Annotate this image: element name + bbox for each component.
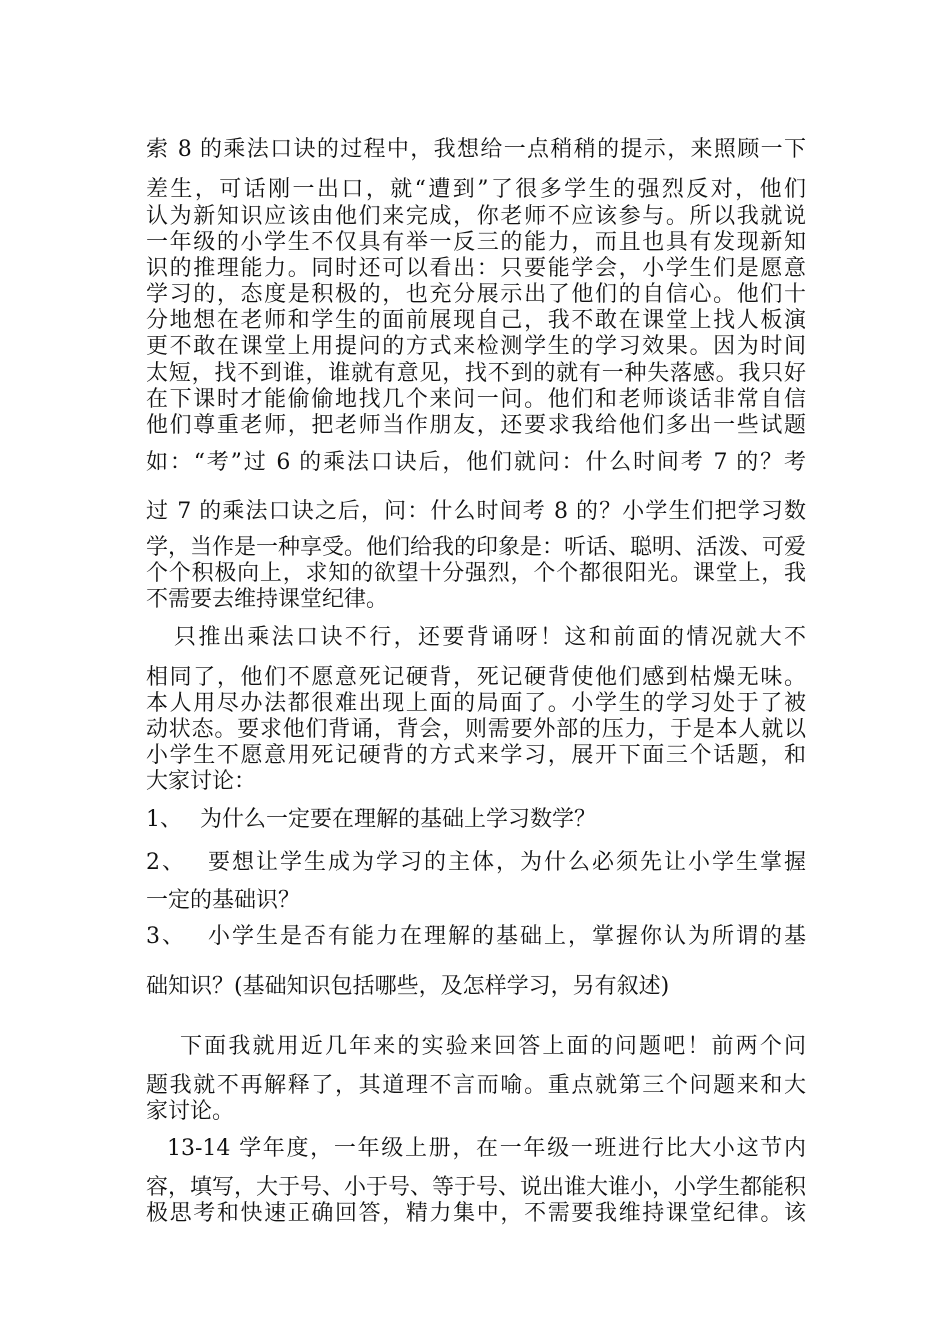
- text-line: 如：“考”过 6 的乘法口诀后，他们就问：什么时间考 7 的？考: [146, 450, 806, 475]
- text-line: 差生，可话刚一出口，就“遭到”了很多学生的强烈反对，他们: [146, 177, 806, 202]
- text-line: 索 8 的乘法口诀的过程中，我想给一点稍稍的提示，来照顾一下: [146, 137, 806, 162]
- text-line: 认为新知识应该由他们来完成，你老师不应该参与。所以我就说: [146, 204, 806, 229]
- list-item-1: 1、 为什么一定要在理解的基础上学习数学？: [146, 807, 596, 832]
- paragraph-first-line: 下面我就用近几年来的实验来回答上面的问题吧！前两个问: [180, 1034, 806, 1059]
- text-line: 过 7 的乘法口诀之后，问：什么时间考 8 的？小学生们把学习数: [146, 499, 806, 524]
- text-line: 一年级的小学生不仅具有举一反三的能力，而且也具有发现新知: [146, 230, 806, 255]
- text-line: 大家讨论：: [146, 769, 257, 794]
- list-item-3: 3、 小学生是否有能力在理解的基础上，掌握你认为所谓的基: [146, 924, 806, 949]
- paragraph-first-line: 13-14 学年度，一年级上册，在一年级一班进行比大小这节内: [167, 1136, 806, 1161]
- text-line: 相同了，他们不愿意死记硬背，死记硬背使他们感到枯燥无味。: [146, 665, 806, 690]
- text-line: 极思考和快速正确回答，精力集中，不需要我维持课堂纪律。该: [146, 1201, 806, 1226]
- text-line: 分地想在老师和学生的面前展现自己，我不敢在课堂上找人板演: [146, 308, 806, 333]
- list-item-2-continued: 一定的基础识？: [146, 888, 301, 913]
- paragraph-first-line: 只推出乘法口诀不行，还要背诵呀！这和前面的情况就大不: [174, 625, 806, 650]
- list-item-2: 2、 要想让学生成为学习的主体，为什么必须先让小学生掌握: [146, 850, 806, 875]
- text-line: 题我就不再解释了，其道理不言而喻。重点就第三个问题来和大: [146, 1073, 806, 1098]
- text-line: 不需要去维持课堂纪律。: [146, 587, 389, 612]
- text-line: 学，当作是一种享受。他们给我的印象是：听话、聪明、活泼、可爱: [146, 535, 807, 560]
- text-line: 学习的，态度是积极的，也充分展示出了他们的自信心。他们十: [146, 282, 806, 307]
- text-line: 他们尊重老师，把老师当作朋友，还要求我给他们多出一些试题: [146, 413, 806, 438]
- text-line: 容，填写，大于号、小于号、等于号、说出谁大谁小，小学生都能积: [146, 1175, 807, 1200]
- text-line: 家讨论。: [146, 1099, 235, 1124]
- text-line: 太短，找不到谁，谁就有意见，找不到的就有一种失落感。我只好: [146, 361, 806, 386]
- text-line: 本人用尽办法都很难出现上面的局面了。小学生的学习处于了被: [146, 691, 806, 716]
- list-item-3-continued: 础知识？(基础知识包括哪些，及怎样学习，另有叙述): [146, 974, 670, 999]
- text-line: 小学生不愿意用死记硬背的方式来学习，展开下面三个话题，和: [146, 743, 806, 768]
- text-line: 在下课时才能偷偷地找几个来问一问。他们和老师谈话非常自信: [146, 387, 806, 412]
- text-line: 动状态。要求他们背诵，背会，则需要外部的压力，于是本人就以: [146, 717, 806, 742]
- text-line: 个个积极向上，求知的欲望十分强烈，个个都很阳光。课堂上，我: [146, 561, 806, 586]
- text-line: 更不敢在课堂上用提问的方式来检测学生的学习效果。因为时间: [146, 334, 806, 359]
- text-line: 识的推理能力。同时还可以看出：只要能学会，小学生们是愿意: [146, 256, 806, 281]
